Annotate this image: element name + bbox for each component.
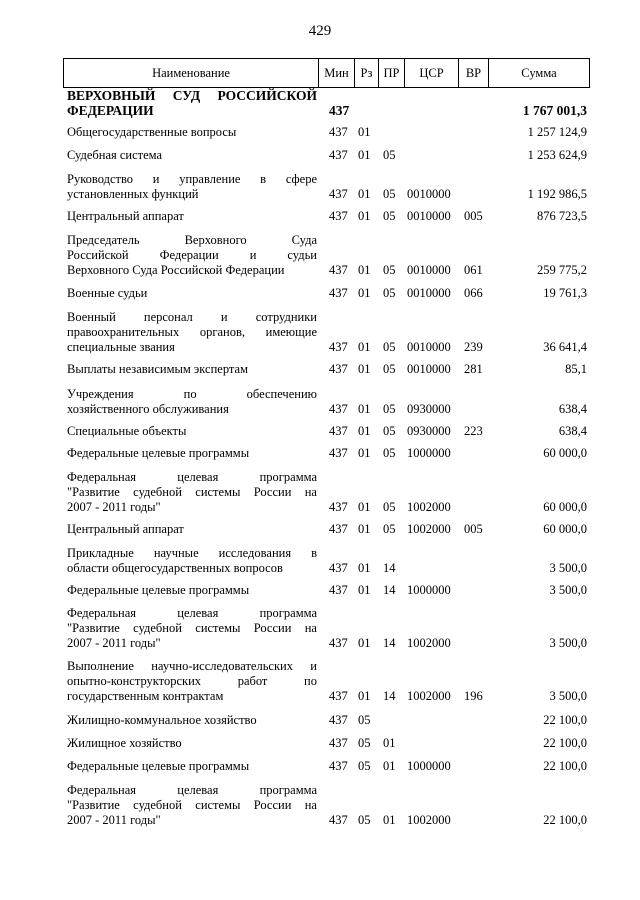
table-row: [63, 522, 590, 537]
cell-sum: 3 500,0: [549, 689, 587, 703]
row-name: [67, 470, 317, 515]
row-name-line: "Развитие судебной системы России на: [67, 798, 317, 812]
row-name-line: Специальные объекты: [67, 424, 187, 438]
cell-rz: 01: [358, 125, 371, 139]
cell-csr: 0010000: [407, 187, 451, 201]
cell-pr: 05: [383, 362, 396, 376]
row-name-line: ФЕДЕРАЦИИ: [67, 103, 154, 118]
row-name-line: Председатель Верховного Суда: [67, 233, 317, 247]
row-name: [67, 209, 317, 224]
cell-pr: 05: [383, 148, 396, 162]
cell-min: 437: [329, 362, 348, 376]
cell-rz: 01: [358, 446, 371, 460]
cell-rz: 05: [358, 813, 371, 827]
cell-csr: 0930000: [407, 424, 451, 438]
row-name-line: Жилищное хозяйство: [67, 736, 182, 750]
table-row: [63, 233, 590, 278]
cell-min: 437: [329, 522, 348, 536]
cell-csr: 0010000: [407, 209, 451, 223]
row-name-line: 2007 - 2011 годы": [67, 500, 161, 514]
cell-rz: 01: [358, 209, 371, 223]
row-name-line: 2007 - 2011 годы": [67, 813, 161, 827]
cell-sum: 259 775,2: [537, 263, 587, 277]
cell-vr: 281: [464, 362, 483, 376]
cell-min: 437: [329, 736, 348, 750]
row-name-line: Центральный аппарат: [67, 522, 184, 536]
cell-vr: 196: [464, 689, 483, 703]
cell-sum: 22 100,0: [543, 759, 587, 773]
cell-csr: 0010000: [407, 362, 451, 376]
row-name-line: области общегосударственных вопросов: [67, 561, 283, 575]
cell-min: 437: [329, 286, 348, 300]
cell-sum: 3 500,0: [549, 561, 587, 575]
row-name-line: Руководство и управление в сфере: [67, 172, 317, 186]
cell-sum: 3 500,0: [549, 636, 587, 650]
table-row: [63, 209, 590, 224]
cell-pr: 05: [383, 522, 396, 536]
cell-vr: 061: [464, 263, 483, 277]
header-sum: Сумма: [488, 59, 589, 87]
cell-sum: 22 100,0: [543, 813, 587, 827]
table-row: [63, 362, 590, 377]
row-name-line: Выплаты независимым экспертам: [67, 362, 248, 376]
cell-pr: 05: [383, 500, 396, 514]
cell-csr: 1000000: [407, 759, 451, 773]
header-pr: ПР: [378, 59, 404, 87]
row-name: [67, 736, 317, 751]
row-name-line: Военные судьи: [67, 286, 148, 300]
row-name-line: установленных функций: [67, 187, 199, 201]
row-name: [67, 583, 317, 598]
cell-pr: 05: [383, 187, 396, 201]
cell-sum: 60 000,0: [543, 446, 587, 460]
row-name-line: Российской Федерации и судьи: [67, 248, 317, 262]
cell-min: 437: [329, 402, 348, 416]
cell-sum: 60 000,0: [543, 522, 587, 536]
row-name: [67, 783, 317, 828]
cell-rz: 01: [358, 522, 371, 536]
table-row: [63, 736, 590, 751]
cell-pr: 14: [383, 689, 396, 703]
cell-sum: 876 723,5: [537, 209, 587, 223]
row-name-line: правоохранительных органов, имеющие: [67, 325, 317, 339]
row-name-line: Выполнение научно-исследовательских и: [67, 659, 317, 673]
row-name-line: 2007 - 2011 годы": [67, 636, 161, 650]
header-vr: ВР: [458, 59, 488, 87]
row-name: [67, 387, 317, 417]
cell-sum: 60 000,0: [543, 500, 587, 514]
cell-rz: 01: [358, 402, 371, 416]
cell-sum: 3 500,0: [549, 583, 587, 597]
table-row: [63, 783, 590, 828]
cell-min: 437: [329, 103, 350, 118]
table-row: [63, 387, 590, 417]
cell-csr: 0930000: [407, 402, 451, 416]
cell-csr: 0010000: [407, 263, 451, 277]
header-min: Мин: [318, 59, 354, 87]
row-name-line: Федеральные целевые программы: [67, 583, 250, 597]
header-rz: Рз: [354, 59, 378, 87]
table-row: [63, 310, 590, 355]
row-name-line: специальные звания: [67, 340, 175, 354]
table-row: [63, 713, 590, 728]
table-row: [63, 88, 590, 118]
cell-sum: 1 192 986,5: [527, 187, 587, 201]
cell-pr: 05: [383, 286, 396, 300]
cell-min: 437: [329, 500, 348, 514]
cell-sum: 1 767 001,3: [522, 103, 587, 118]
row-name: [67, 713, 317, 728]
cell-csr: 1002000: [407, 813, 451, 827]
table-row: [63, 659, 590, 704]
cell-min: 437: [329, 424, 348, 438]
cell-pr: 05: [383, 209, 396, 223]
row-name: [67, 172, 317, 202]
cell-min: 437: [329, 636, 348, 650]
cell-pr: 01: [383, 759, 396, 773]
cell-csr: 1000000: [407, 446, 451, 460]
row-name-line: Судебная система: [67, 148, 163, 162]
cell-min: 437: [329, 759, 348, 773]
table-row: [63, 759, 590, 774]
cell-rz: 05: [358, 713, 371, 727]
page-number: 429: [308, 23, 332, 39]
cell-csr: 1002000: [407, 689, 451, 703]
cell-min: 437: [329, 713, 348, 727]
cell-sum: 638,4: [558, 424, 587, 438]
cell-csr: 1002000: [407, 522, 451, 536]
row-name-line: "Развитие судебной системы России на: [67, 485, 317, 499]
row-name-line: Прикладные научные исследования в: [67, 546, 317, 560]
row-name: [67, 310, 317, 355]
row-name-line: Федеральная целевая программа: [67, 783, 317, 797]
table-row: [63, 470, 590, 515]
cell-min: 437: [329, 583, 348, 597]
cell-vr: 066: [464, 286, 483, 300]
row-name-line: хозяйственного обслуживания: [67, 402, 229, 416]
cell-sum: 638,4: [558, 402, 587, 416]
cell-rz: 01: [358, 424, 371, 438]
cell-min: 437: [329, 446, 348, 460]
cell-min: 437: [329, 561, 348, 575]
row-name-line: Учреждения по обеспечению: [67, 387, 317, 401]
row-name: [67, 546, 317, 576]
row-name-line: государственным контрактам: [67, 689, 224, 703]
header-name: Наименование: [152, 66, 230, 80]
table-row: [63, 446, 590, 461]
cell-csr: 0010000: [407, 340, 451, 354]
row-name: [67, 88, 317, 118]
row-name: [67, 286, 317, 301]
cell-sum: 85,1: [565, 362, 587, 376]
row-name-line: Федеральная целевая программа: [67, 606, 317, 620]
cell-min: 437: [329, 689, 348, 703]
cell-csr: 1000000: [407, 583, 451, 597]
table-row: [63, 424, 590, 439]
table-row: [63, 546, 590, 576]
row-name: [67, 362, 317, 377]
cell-vr: 223: [464, 424, 483, 438]
cell-rz: 01: [358, 148, 371, 162]
cell-rz: 01: [358, 187, 371, 201]
cell-rz: 01: [358, 263, 371, 277]
row-name-line: ВЕРХОВНЫЙ СУД РОССИЙСКОЙ: [67, 88, 317, 103]
table-row: [63, 286, 590, 301]
table-row: [63, 606, 590, 651]
row-name: [67, 446, 317, 461]
cell-rz: 05: [358, 759, 371, 773]
cell-pr: 14: [383, 561, 396, 575]
cell-vr: 239: [464, 340, 483, 354]
row-name-line: Военный персонал и сотрудники: [67, 310, 317, 324]
cell-rz: 01: [358, 689, 371, 703]
cell-csr: 1002000: [407, 636, 451, 650]
cell-min: 437: [329, 263, 348, 277]
cell-pr: 01: [383, 736, 396, 750]
row-name-line: "Развитие судебной системы России на: [67, 621, 317, 635]
cell-pr: 05: [383, 402, 396, 416]
row-name-line: Центральный аппарат: [67, 209, 184, 223]
row-name-line: Федеральная целевая программа: [67, 470, 317, 484]
table-row: [63, 148, 590, 163]
table-row: [63, 583, 590, 598]
cell-rz: 01: [358, 583, 371, 597]
cell-min: 437: [329, 148, 348, 162]
cell-sum: 22 100,0: [543, 736, 587, 750]
cell-vr: 005: [464, 209, 483, 223]
row-name-line: Федеральные целевые программы: [67, 759, 250, 773]
row-name: [67, 606, 317, 651]
cell-min: 437: [329, 340, 348, 354]
cell-pr: 05: [383, 424, 396, 438]
cell-sum: 36 641,4: [543, 340, 587, 354]
cell-rz: 01: [358, 500, 371, 514]
row-name: [67, 148, 317, 163]
cell-rz: 01: [358, 636, 371, 650]
cell-min: 437: [329, 125, 348, 139]
row-name-line: Общегосударственные вопросы: [67, 125, 237, 139]
cell-vr: 005: [464, 522, 483, 536]
header-csr: ЦСР: [404, 59, 458, 87]
cell-pr: 01: [383, 813, 396, 827]
row-name-line: Верховного Суда Российской Федерации: [67, 263, 285, 277]
cell-min: 437: [329, 187, 348, 201]
cell-pr: 05: [383, 263, 396, 277]
cell-csr: 0010000: [407, 286, 451, 300]
cell-sum: 22 100,0: [543, 713, 587, 727]
row-name-line: опытно-конструкторских работ по: [67, 674, 317, 688]
cell-sum: 19 761,3: [543, 286, 587, 300]
table-row: [63, 172, 590, 202]
row-name-line: Жилищно-коммунальное хозяйство: [67, 713, 257, 727]
cell-rz: 01: [358, 340, 371, 354]
cell-pr: 14: [383, 636, 396, 650]
cell-rz: 01: [358, 561, 371, 575]
row-name: [67, 522, 317, 537]
cell-pr: 14: [383, 583, 396, 597]
cell-pr: 05: [383, 340, 396, 354]
row-name: [67, 233, 317, 278]
row-name: [67, 125, 317, 140]
cell-csr: 1002000: [407, 500, 451, 514]
table-header: [63, 58, 590, 88]
cell-sum: 1 253 624,9: [527, 148, 587, 162]
cell-sum: 1 257 124,9: [527, 125, 587, 139]
table-row: [63, 125, 590, 140]
row-name: [67, 659, 317, 704]
cell-rz: 05: [358, 736, 371, 750]
cell-rz: 01: [358, 286, 371, 300]
cell-rz: 01: [358, 362, 371, 376]
cell-pr: 05: [383, 446, 396, 460]
row-name: [67, 759, 317, 774]
row-name-line: Федеральные целевые программы: [67, 446, 250, 460]
cell-min: 437: [329, 813, 348, 827]
row-name: [67, 424, 317, 439]
cell-min: 437: [329, 209, 348, 223]
